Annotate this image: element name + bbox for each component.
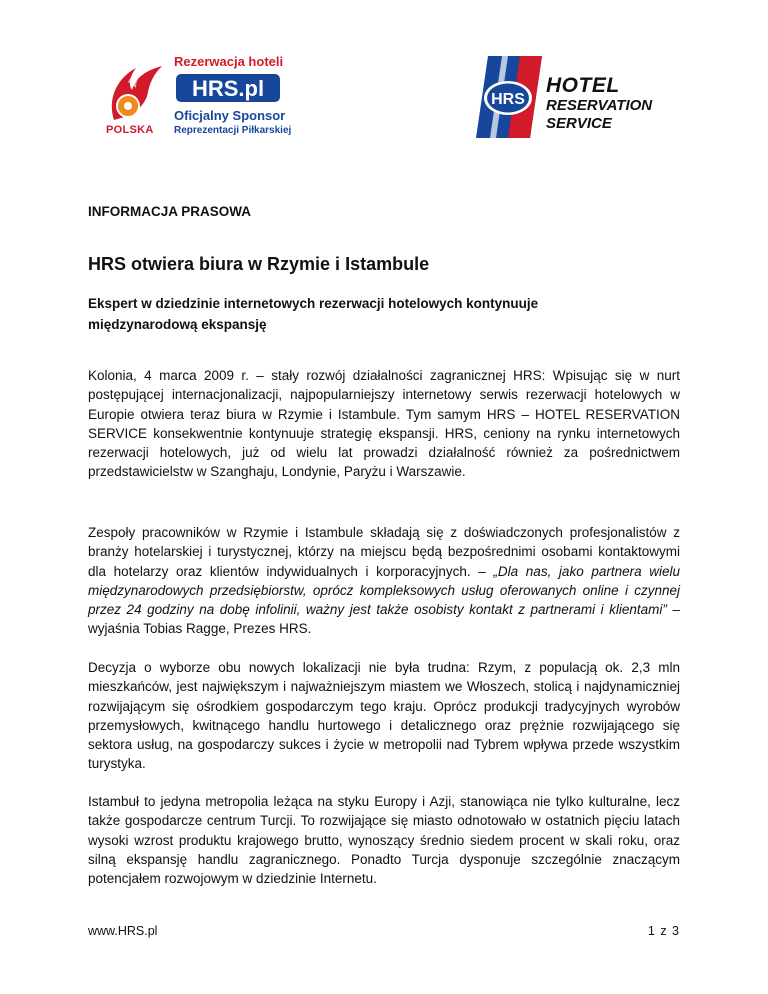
paragraph-2-outro: – wyjaśnia Tobias Ragge, Prezes HRS. [88,602,680,637]
hrs-pl-sponsor-logo [106,54,306,142]
team-label: Reprezentacji Piłkarskiej [174,125,292,136]
document-subhead: Ekspert w dziedzinie internetowych rezerwacji hotelowych kontynuuje międzynarodową ekspansję [88,296,539,332]
sponsor-label: Oficjalny Sponsor [174,108,286,123]
paragraph-4: Istambuł to jedyna metropolia leżąca na styku Europy i Azji, stanowiąca nie tylko kulturalne, lecz także gospodarcze centrum Turcji. To rozwijające się miasto odnotowało w ostatnich pięciu latach wysoki wzrost produktu krajowego brutto, wynoszący średnio siedem procent w skali roku, oraz silną ekspansję handlu zagranicznego. Ponadto Turcja dysponuje szczególnie znaczącym potencjałem rozwojowym w dziedzinie Internetu. [88,794,680,887]
paragraph-2 [88,523,680,639]
hrs-pl-wordmark-text: HRS.pl [191,76,265,101]
eagle-football-icon [106,62,166,124]
hrs-badge-icon [472,54,544,140]
hrs-hotel-reservation-logo [472,54,687,140]
logo-tagline: Rezerwacja hoteli [174,54,284,69]
hrs-badge-text: HRS [491,91,525,108]
paragraph-2-intro: Zespoły pracowników w Rzymie i Istambule składają się z doświadczonych profesjonalistów z branży hotelarskiej i turystycznej, którzy na miejscu będą bezpośrednimi osobami kontaktowymi dla hotelarzy oraz klientów indywidualnych i korporacyjnych. – [88,525,680,579]
page-number: 1 z 3 [647,924,680,938]
paragraph-1: Kolonia, 4 marca 2009 r. – stały rozwój działalności zagranicznej HRS: Wpisując się w nurt postępującej internacjonalizacji, najpopularniejszy internetowy serwis rezerwacji hotelowych w Europie otwiera teraz biura w Rzymie i Istambule. Tym samym HRS – HOTEL RESERVATION SERVICE konsekwentnie kontynuuje strategię ekspansji. HRS, ceniony na rynku internetowych rezerwacji hotelowych, już od wielu lat prowadzi działalność również za pośrednictwem przedstawicielstw w Szanghaju, Londynie, Paryżu i Warszawie. [88,368,680,480]
logo-word-service: SERVICE [546,115,612,132]
logo-word-hotel: HOTEL [546,74,620,97]
paragraph-3: Decyzja o wyborze obu nowych lokalizacji nie była trudna: Rzym, z populacją ok. 2,3 mln mieszkańców, jest największym i najważniejszym miastem we Włoszech, stolicą i najdynamiczniej rozwijającym się ośrodkiem gospodarczym tego kraju. Oprócz produkcji tradycyjnych wyrobów przemysłowych, kwitnącego handlu hurtowego i detalicznego oraz prężnie rozwijającego się sektora usług, na gospodarczy sukces i życie w metropolii nad Tybrem wpływa przede wszystkim turystyka. [88,660,680,772]
document-kicker: INFORMACJA PRASOWA [88,204,252,219]
paragraph-2-quote: „Dla nas, jako partnera wielu międzynarodowych przedsiębiorstw, oprócz kompleksowych usług oferowanych online i czynnej przez 24 godziny na dobę infolinii, ważny jest także osobisty kontakt z partnerami i klientami” [88,563,680,618]
footer-url: www.HRS.pl [88,924,158,938]
country-label: POLSKA [106,124,154,136]
document-headline: HRS otwiera biura w Rzymie i Istambule [88,254,430,274]
logo-word-reservation: RESERVATION [546,97,653,114]
hrs-pl-wordmark [174,72,282,104]
